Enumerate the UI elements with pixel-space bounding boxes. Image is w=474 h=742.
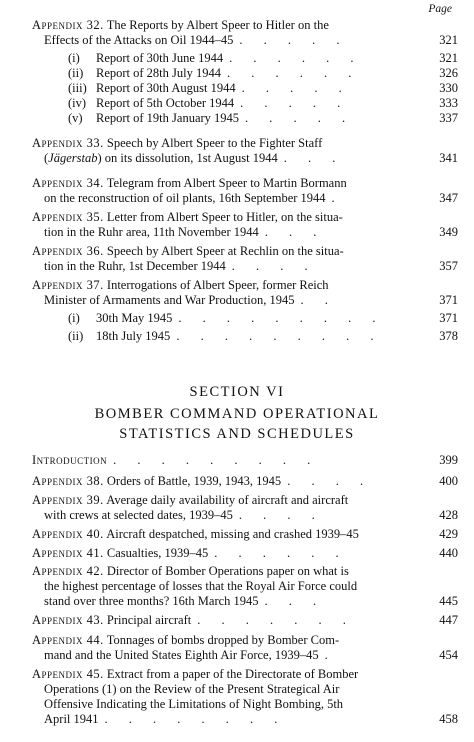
page-number: 347 <box>439 191 458 205</box>
appendix-label: Appendix 32. <box>32 18 104 32</box>
appendix-32-entry <box>32 18 458 48</box>
leader-dots: . . . . . . . . . <box>178 311 385 325</box>
introduction-entry <box>32 453 458 468</box>
sub-title: Report of 28th July 1944 <box>96 66 221 80</box>
sub-title: Report of 30th June 1944 <box>96 51 224 65</box>
leader-dots: . . . <box>283 151 345 165</box>
sub-title: Report of 5th October 1944 <box>96 96 235 110</box>
appendix-label: Appendix 39. <box>32 493 104 507</box>
entry-title-cont: Operations (1) on the Review of the Present Strategical Air <box>44 682 340 696</box>
entry-title-cont: Effects of the Attacks on Oil 1944–45 <box>44 33 234 47</box>
page-number: 378 <box>439 329 458 343</box>
sub-number: (i) <box>68 51 80 65</box>
page-number: 399 <box>439 453 458 467</box>
leader-dots: . . . . . . <box>214 546 348 560</box>
appendix-label: Appendix 34. <box>32 176 104 190</box>
appendix-43-entry <box>32 613 458 628</box>
leader-dots: . . . . . . . . . <box>113 453 320 467</box>
page-number: 447 <box>439 613 458 627</box>
sub-number: (v) <box>68 111 83 125</box>
appendix-34-entry <box>32 176 458 206</box>
appendix-39-entry <box>32 493 458 523</box>
leader-dots: . . . . <box>231 259 317 273</box>
page-number: 321 <box>439 51 458 65</box>
section-subtitle-line2: STATISTICS AND SCHEDULES <box>119 426 355 442</box>
leader-dots: . . . . . . . <box>197 613 355 627</box>
entry-title-cont: with crews at selected dates, 1939–45 <box>44 508 233 522</box>
sub-title: 18th July 1945 <box>96 329 171 343</box>
leader-dots: . . . . <box>287 474 373 488</box>
appendix-37-subentries <box>68 311 458 344</box>
entry-title: Average daily availability of aircraft and aircraft <box>106 493 349 507</box>
appendix-42-entry <box>32 564 458 609</box>
leader-dots: . . . . . . <box>229 51 363 65</box>
entry-title: Extract from a paper of the Directorate of Bomber <box>106 667 359 681</box>
sub-number: (i) <box>68 311 80 325</box>
leader-dots: . . . . . . <box>227 66 361 80</box>
entry-title: Interrogations of Albert Speer, former Reich <box>106 278 329 292</box>
page-number: 428 <box>439 508 458 522</box>
entry-title-italic: Jägerstab <box>48 151 98 165</box>
sub-title: 30th May 1945 <box>96 311 173 325</box>
leader-dots: . . . . . <box>239 33 349 47</box>
entry-title-cont: Minister of Armaments and War Production, 1945 <box>44 293 295 307</box>
entry-title-cont: stand over three months? 16th March 1945 <box>44 594 259 608</box>
page-number: 445 <box>439 594 458 608</box>
leader-dots: . . . . <box>238 508 324 522</box>
page-number: 341 <box>439 151 458 165</box>
page-column-label: Page <box>428 3 452 15</box>
entry-title: Telegram from Albert Speer to Martin Bormann <box>106 176 347 190</box>
page-number: 371 <box>439 311 458 325</box>
page-number: 454 <box>439 648 458 662</box>
appendix-45-entry <box>32 667 458 727</box>
entry-title: Orders of Battle, 1939, 1943, 1945 <box>106 474 282 488</box>
page-number: 371 <box>439 293 458 307</box>
leader-dots: . . . . . <box>245 111 355 125</box>
entry-title: Casualties, 1939–45 <box>106 546 209 560</box>
appendix-35-entry <box>32 210 458 240</box>
appendix-label: Appendix 43. <box>32 613 104 627</box>
appendix-36-entry <box>32 244 458 274</box>
leader-dots: . <box>331 191 344 205</box>
appendix-label: Appendix 40. <box>32 527 104 541</box>
leader-dots: . . <box>300 293 337 307</box>
leader-dots: . . . . . <box>240 96 350 110</box>
page-number: 330 <box>439 81 458 95</box>
page-number: 429 <box>439 527 458 541</box>
entry-title: Director of Bomber Operations paper on what is <box>106 564 349 578</box>
entry-title-cont: mand and the United States Eighth Air Force, 1939–45 <box>44 648 319 662</box>
appendix-label: Appendix 33. <box>32 136 104 150</box>
appendix-37-entry <box>32 278 458 308</box>
appendix-label: Appendix 35. <box>32 210 104 224</box>
entry-title: Letter from Albert Speer to Hitler, on the situa- <box>106 210 343 224</box>
entry-title-cont: tion in the Ruhr, 1st December 1944 <box>44 259 226 273</box>
appendix-32-subentries <box>68 51 458 126</box>
page-number: 349 <box>439 225 458 239</box>
page-number: 321 <box>439 33 458 47</box>
sub-title: Report of 19th January 1945 <box>96 111 240 125</box>
appendix-label: Appendix 37. <box>32 278 104 292</box>
sub-title: Report of 30th August 1944 <box>96 81 236 95</box>
entry-title-cont: on the reconstruction of oil plants, 16th September 1944 <box>44 191 326 205</box>
page-number: 400 <box>439 474 458 488</box>
entry-title: The Reports by Albert Speer to Hitler on the <box>106 18 329 32</box>
appendix-40-entry <box>32 527 458 542</box>
appendix-44-entry <box>32 633 458 663</box>
appendix-label: Appendix 42. <box>32 564 104 578</box>
entry-title: Speech by Albert Speer to the Fighter Staff <box>106 136 323 150</box>
appendix-label: Appendix 44. <box>32 633 104 647</box>
appendix-label: Appendix 45. <box>32 667 104 681</box>
appendix-label: Appendix 38. <box>32 474 104 488</box>
entry-title-cont: the highest percentage of losses that the Royal Air Force could <box>44 579 358 593</box>
section-title: SECTION VI <box>189 384 285 400</box>
leader-dots: . . . . . . . . <box>104 712 287 726</box>
entry-title-cont: tion in the Ruhr area, 11th November 1944 <box>44 225 259 239</box>
appendix-label: Appendix 36. <box>32 244 104 258</box>
leader-dots: . . . <box>264 594 326 608</box>
entry-title: Tonnages of bombs dropped by Bomber Com- <box>106 633 340 647</box>
sub-number: (iii) <box>68 81 87 95</box>
page-number: 440 <box>439 546 458 560</box>
leader-dots: . . . <box>264 225 326 239</box>
page-number: 458 <box>439 712 458 726</box>
entry-title: Speech by Albert Speer at Rechlin on the situa- <box>106 244 344 258</box>
introduction-label: Introduction <box>32 453 108 467</box>
appendix-label: Appendix 41. <box>32 546 104 560</box>
leader-dots: . <box>324 648 337 662</box>
appendix-38-entry <box>32 474 458 489</box>
leader-dots: . . . . . <box>241 81 351 95</box>
page-number: 337 <box>439 111 458 125</box>
entry-title: Principal aircraft <box>106 613 192 627</box>
page-number: 357 <box>439 259 458 273</box>
sub-number: (iv) <box>68 96 87 110</box>
sub-number: (ii) <box>68 329 84 343</box>
page-number: 326 <box>439 66 458 80</box>
sub-number: (ii) <box>68 66 84 80</box>
entry-title-cont: ) on its dissolution, 1st August 1944 <box>97 151 278 165</box>
leader-dots: . . . . . . . . . <box>176 329 383 343</box>
section-subtitle-line1: BOMBER COMMAND OPERATIONAL <box>94 406 380 422</box>
page-number: 333 <box>439 96 458 110</box>
entry-title-cont: April 1941 <box>44 712 99 726</box>
entry-title: Aircraft despatched, missing and crashed 1939–45 <box>106 527 359 541</box>
appendix-33-entry: Appendix 33. Speech by Albert Speer to the Fighter Staff (Jägerstab) on its dissolution, 1st August 1944 . . . 341 <box>32 136 458 165</box>
entry-title-cont: Offensive Indicating the Limitations of Night Bombing, 5th <box>44 697 344 711</box>
appendix-41-entry <box>32 546 458 561</box>
